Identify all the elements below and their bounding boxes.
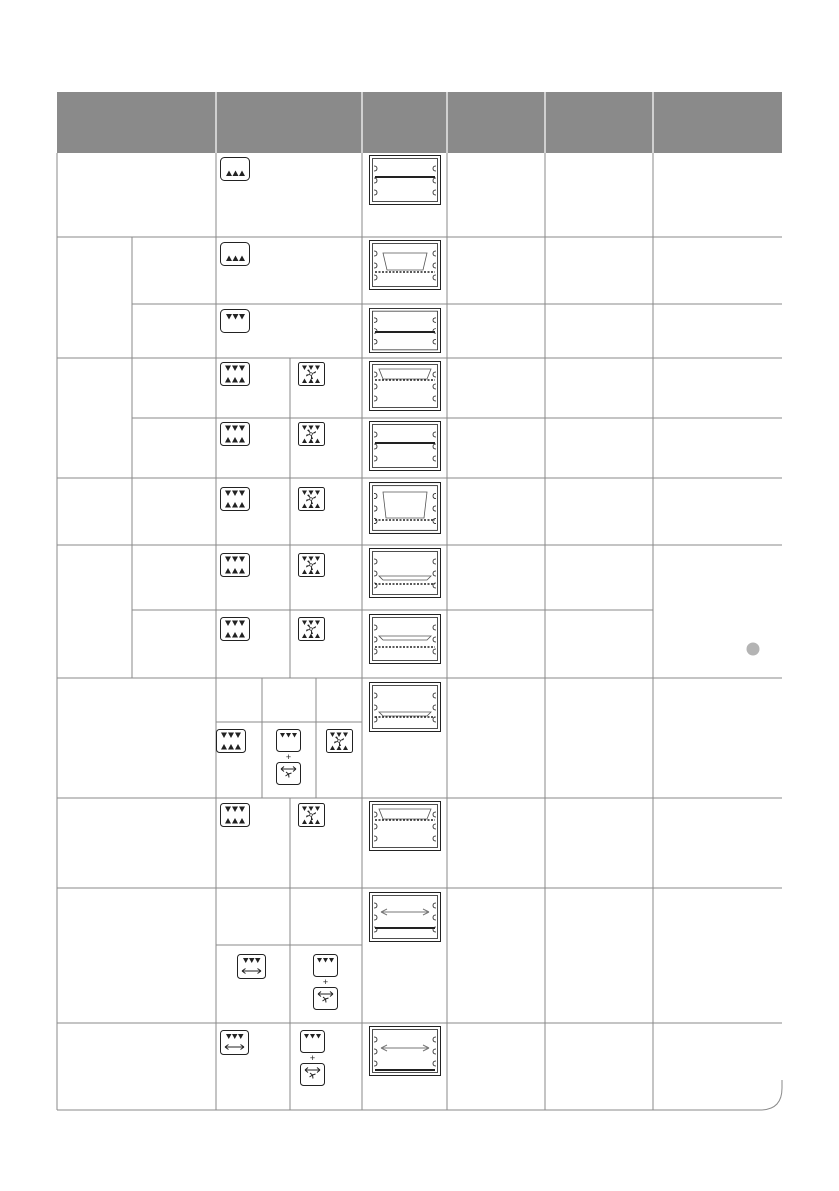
shelf-diagrams xyxy=(370,156,441,1076)
top-bottom-heat-icon xyxy=(221,554,250,577)
oven-shelf-icon xyxy=(370,802,441,851)
oven-shelf-icon xyxy=(370,156,441,205)
bottom-heat-fan-icon xyxy=(314,955,338,1010)
fan-heat-icon xyxy=(299,554,325,577)
fan-heat-icon xyxy=(299,618,325,641)
bottom-heat-icon xyxy=(221,310,250,333)
header-dividers xyxy=(216,92,653,153)
top-heat-icon xyxy=(221,243,250,266)
bottom-heat-fan-icon xyxy=(277,730,301,785)
marker-dot xyxy=(747,643,760,656)
oven-shelf-icon xyxy=(370,308,441,352)
top-bottom-heat-icon xyxy=(221,804,250,827)
top-bottom-heat-icon xyxy=(217,730,246,753)
top-bottom-heat-icon xyxy=(221,618,250,641)
fan-heat-icon xyxy=(327,730,353,753)
oven-shelf-icon xyxy=(370,893,441,942)
fan-heat-icon xyxy=(299,804,325,827)
top-heat-icon xyxy=(221,158,250,181)
top-bottom-heat-icon xyxy=(221,488,250,511)
grill-icon xyxy=(221,1031,249,1055)
fan-heat-icon xyxy=(299,423,325,446)
oven-shelf-icon xyxy=(370,1027,441,1076)
oven-shelf-icon xyxy=(370,615,441,664)
fan-heat-icon xyxy=(299,363,325,386)
heating-mode-icons xyxy=(217,158,353,1086)
top-bottom-heat-icon xyxy=(221,423,250,446)
oven-shelf-icon xyxy=(370,683,441,732)
oven-shelf-icon xyxy=(370,549,441,598)
cooking-table: + xyxy=(0,0,839,1191)
oven-shelf-icon xyxy=(370,422,441,471)
top-bottom-heat-icon xyxy=(221,363,250,386)
oven-shelf-icon xyxy=(370,362,441,411)
bottom-heat-fan-icon xyxy=(301,1031,325,1086)
fan-heat-icon xyxy=(299,488,325,511)
oven-shelf-icon xyxy=(370,483,441,534)
oven-shelf-icon xyxy=(370,241,441,290)
grill-icon xyxy=(238,955,266,979)
